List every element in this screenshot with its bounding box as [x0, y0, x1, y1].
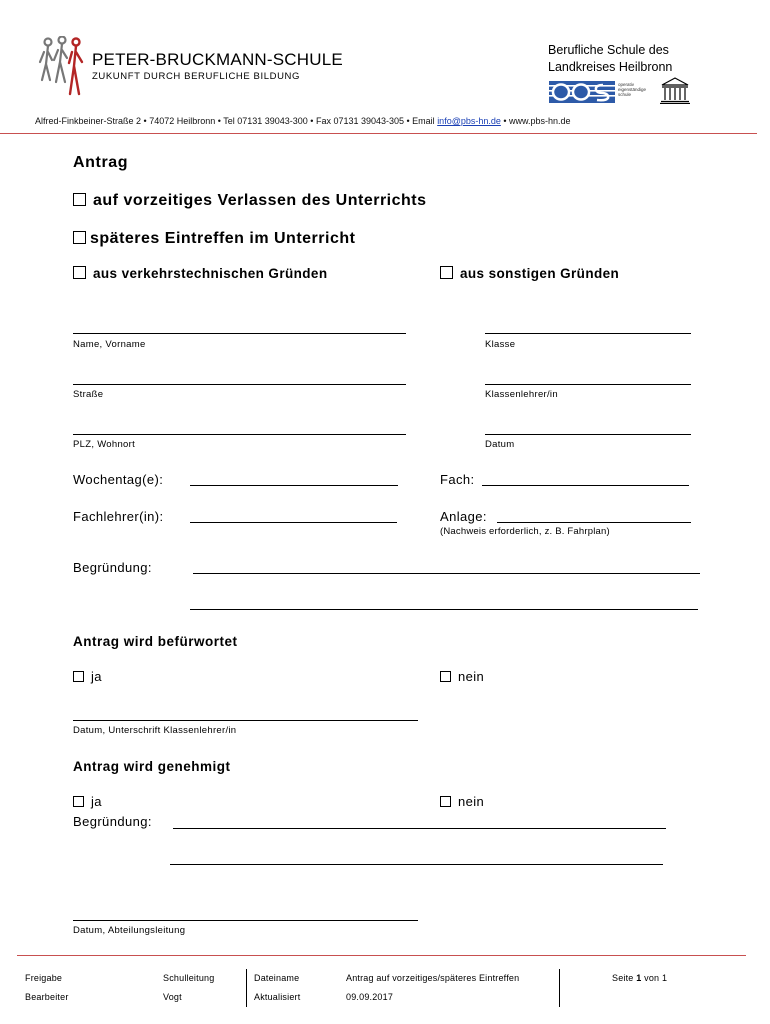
caption-class: Klasse — [485, 339, 516, 350]
approved-signature-caption: Datum, Abteilungsleitung — [73, 925, 186, 936]
label-weekday: Wochentag(e): — [73, 472, 164, 487]
name-field[interactable] — [73, 333, 406, 334]
caption-teacher: Klassenlehrer/in — [485, 389, 558, 400]
endorsed-heading: Antrag wird befürwortet — [73, 634, 238, 649]
caption-date: Datum — [485, 439, 515, 450]
footer-dateiname-label: Dateiname — [254, 973, 300, 983]
checkbox-endorsed-yes[interactable] — [73, 671, 84, 682]
footer-dateiname-value: Antrag auf vorzeitiges/späteres Eintreffen — [346, 973, 520, 983]
footer-aktualisiert-value: 09.09.2017 — [346, 992, 394, 1002]
address-line — [35, 116, 571, 126]
reason-field-line2[interactable] — [190, 609, 698, 610]
checkbox-early-leave[interactable] — [73, 193, 86, 206]
header-right-line1: Berufliche Schule des — [548, 43, 669, 57]
class-field[interactable] — [485, 333, 691, 334]
footer-bearbeiter: Bearbeiter — [25, 992, 69, 1002]
label-subject-teacher: Fachlehrer(in): — [73, 509, 164, 524]
header-right-line2: Landkreises Heilbronn — [548, 60, 673, 74]
footer-schulleitung: Schulleitung — [163, 973, 215, 983]
checkbox-endorsed-no[interactable] — [440, 671, 451, 682]
weekday-field[interactable] — [190, 485, 398, 486]
footer-freigabe: Freigabe — [25, 973, 63, 983]
email-link[interactable]: info@pbs-hn.de — [437, 116, 501, 126]
page-number: 1 — [636, 973, 642, 983]
caption-street: Straße — [73, 389, 104, 400]
endorsed-no-label: nein — [458, 669, 485, 684]
approved-yes-label: ja — [91, 794, 102, 809]
endorsed-yes — [73, 669, 102, 684]
approved-no-label: nein — [458, 794, 485, 809]
endorsed-signature-field[interactable] — [73, 720, 418, 721]
school-logo-figures-icon — [38, 36, 86, 98]
school-tagline: ZUKUNFT DURCH BERUFLICHE BILDUNG — [92, 71, 300, 82]
caption-name: Name, Vorname — [73, 339, 146, 350]
option-early-leave-label: auf vorzeitiges Verlassen des Unterrichts — [93, 192, 427, 209]
checkbox-approved-no[interactable] — [440, 796, 451, 807]
footer-divider-left — [246, 969, 247, 1007]
oes-logo-icon — [549, 81, 615, 103]
page-of: von — [644, 973, 660, 983]
page-label: Seite — [612, 973, 634, 983]
approved-heading: Antrag wird genehmigt — [73, 759, 231, 774]
form-title: Antrag — [73, 154, 129, 171]
option-late-arrival — [73, 230, 355, 248]
approved-signature-field[interactable] — [73, 920, 418, 921]
footer-vogt: Vogt — [163, 992, 182, 1002]
attachment-note: (Nachweis erforderlich, z. B. Fahrplan) — [440, 526, 610, 537]
subject-field[interactable] — [482, 485, 689, 486]
checkbox-approved-yes[interactable] — [73, 796, 84, 807]
website-text: • www.pbs-hn.de — [500, 116, 571, 126]
label-reason: Begründung: — [73, 560, 152, 575]
reason-other-label: aus sonstigen Gründen — [460, 266, 620, 281]
endorsed-signature-caption: Datum, Unterschrift Klassenlehrer/in — [73, 725, 237, 736]
option-early-leave — [73, 192, 427, 210]
subject-teacher-field[interactable] — [190, 522, 397, 523]
header-divider — [0, 133, 757, 134]
footer-divider-right — [559, 969, 560, 1007]
checkbox-reason-other[interactable] — [440, 266, 453, 279]
label-attachment: Anlage: — [440, 509, 487, 524]
endorsed-yes-label: ja — [91, 669, 102, 684]
date-field[interactable] — [485, 434, 691, 435]
checkbox-late-arrival[interactable] — [73, 231, 86, 244]
reason-other — [440, 266, 619, 281]
reason-traffic — [73, 266, 327, 281]
unesco-temple-icon — [660, 77, 690, 104]
zip-city-field[interactable] — [73, 434, 406, 435]
address-text: Alfred-Finkbeiner-Straße 2 • 74072 Heilbronn • Tel 07131 39043-300 • Fax 07131 39043-305 • Email — [35, 116, 438, 126]
approved-reason-label: Begründung: — [73, 814, 152, 829]
footer-page — [612, 973, 667, 983]
footer-divider — [17, 955, 746, 956]
label-subject: Fach: — [440, 472, 475, 487]
checkbox-reason-traffic[interactable] — [73, 266, 86, 279]
reason-field-line1[interactable] — [193, 573, 700, 574]
street-field[interactable] — [73, 384, 406, 385]
approved-yes — [73, 794, 102, 809]
attachment-field[interactable] — [497, 522, 691, 523]
option-late-arrival-label: späteres Eintreffen im Unterricht — [90, 230, 356, 247]
oes-small-text: operativ eigenständige schule — [618, 82, 647, 97]
page-total: 1 — [661, 973, 668, 983]
approved-reason-line2[interactable] — [170, 864, 663, 865]
approved-reason-line1[interactable] — [173, 828, 666, 829]
approved-no — [440, 794, 484, 809]
school-name: PETER-BRUCKMANN-SCHULE — [92, 50, 343, 69]
caption-zip: PLZ, Wohnort — [73, 439, 136, 450]
teacher-field[interactable] — [485, 384, 691, 385]
footer-aktualisiert-label: Aktualisiert — [254, 992, 301, 1002]
reason-traffic-label: aus verkehrstechnischen Gründen — [93, 266, 328, 281]
endorsed-no — [440, 669, 484, 684]
